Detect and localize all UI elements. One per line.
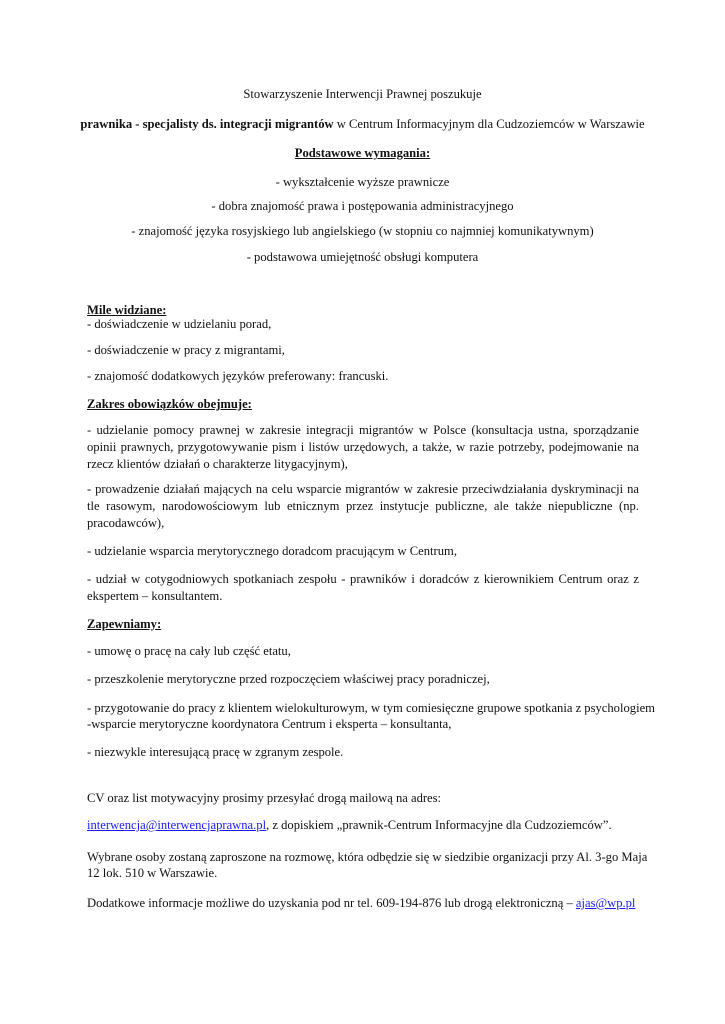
info-text: Dodatkowe informacje możliwe do uzyskania pod nr tel. 609-194-876 lub drogą elektroniczną – [87,896,576,910]
email-note: , z dopiskiem „prawnik-Centrum Informacyjne dla Cudzoziemców”. [266,818,612,832]
requirement-item: - podstawowa umiejętność obsługi komputera [246,250,479,264]
duty-item: - udział w cotygodniowych spotkaniach zespołu - prawników i doradców z kierownikiem Centrum oraz z ekspertem – konsultantem. [87,572,639,603]
organization-line: Stowarzyszenie Interwencji Prawnej poszukuje [243,87,482,101]
offer-item: - przeszkolenie merytoryczne przed rozpoczęciem właściwej pracy poradniczej, [87,672,490,686]
duties-heading: Zakres obowiązków obejmuje: [87,397,252,411]
duty-item: - udzielanie pomocy prawnej w zakresie integracji migrantów w Polsce (konsultacja ustna, sporządzanie opinii prawnych, przygotowywanie pism i listów urzędowych, a także, w razie potrzeby, podejmowanie na rzecz klientów działań o charakterze litygacyjnym), [87,423,639,471]
info-email-link[interactable]: ajas@wp.pl [575,896,636,910]
offer-item: -wsparcie merytoryczne koordynatora Centrum i eksperta – konsultanta, [87,717,452,731]
requirement-item: - znajomość języka rosyjskiego lub angielskiego (w stopniu co najmniej komunikatywnym) [131,224,594,238]
offer-item: - umowę o pracę na cały lub część etatu, [87,644,291,658]
email-line [87,817,639,834]
email-link[interactable]: interwencja@interwencjaprawna.pl [87,818,267,832]
welcome-heading: Mile widziane: [87,303,167,317]
position-location: w Centrum Informacyjnym dla Cudzoziemców w Warszawie [333,117,645,131]
requirement-item: - dobra znajomość prawa i postępowania administracyjnego [211,199,514,213]
interview-line: Wybrane osoby zostaną zaproszone na rozmowę, która odbędzie się w siedzibie organizacji przy Al. 3-go Maja [87,850,648,864]
welcome-item: - doświadczenie w pracy z migrantami, [87,343,285,357]
position-title: prawnika - specjalisty ds. integracji migrantów [80,117,334,131]
welcome-item: - doświadczenie w udzielaniu porad, [87,317,272,331]
welcome-item: - znajomość dodatkowych języków preferowany: francuski. [87,369,389,383]
requirement-item: - wykształcenie wyższe prawnicze [275,175,450,189]
interview-line: 12 lok. 510 w Warszawie. [87,866,218,880]
position-line [60,116,665,133]
requirements-heading: Podstawowe wymagania: [294,146,431,160]
duty-item: - udzielanie wsparcia merytorycznego doradcom pracującym w Centrum, [87,544,457,558]
cv-instruction: CV oraz list motywacyjny prosimy przesyłać drogą mailową na adres: [87,791,442,805]
offer-item: - przygotowanie do pracy z klientem wielokulturowym, w tym comiesięczne grupowe spotkania z psychologiem [87,701,655,715]
offer-heading: Zapewniamy: [87,617,162,631]
offer-item: - niezwykle interesującą pracę w zgranym zespole. [87,745,344,759]
info-line [87,895,639,912]
duty-item: - prowadzenie działań mających na celu wsparcie migrantów w zakresie przeciwdziałania dyskryminacji na tle rasowym, narodowościowym lub etnicznym przez instytucje publiczne, ale także niepubliczne (np. pracodawców), [87,482,639,530]
